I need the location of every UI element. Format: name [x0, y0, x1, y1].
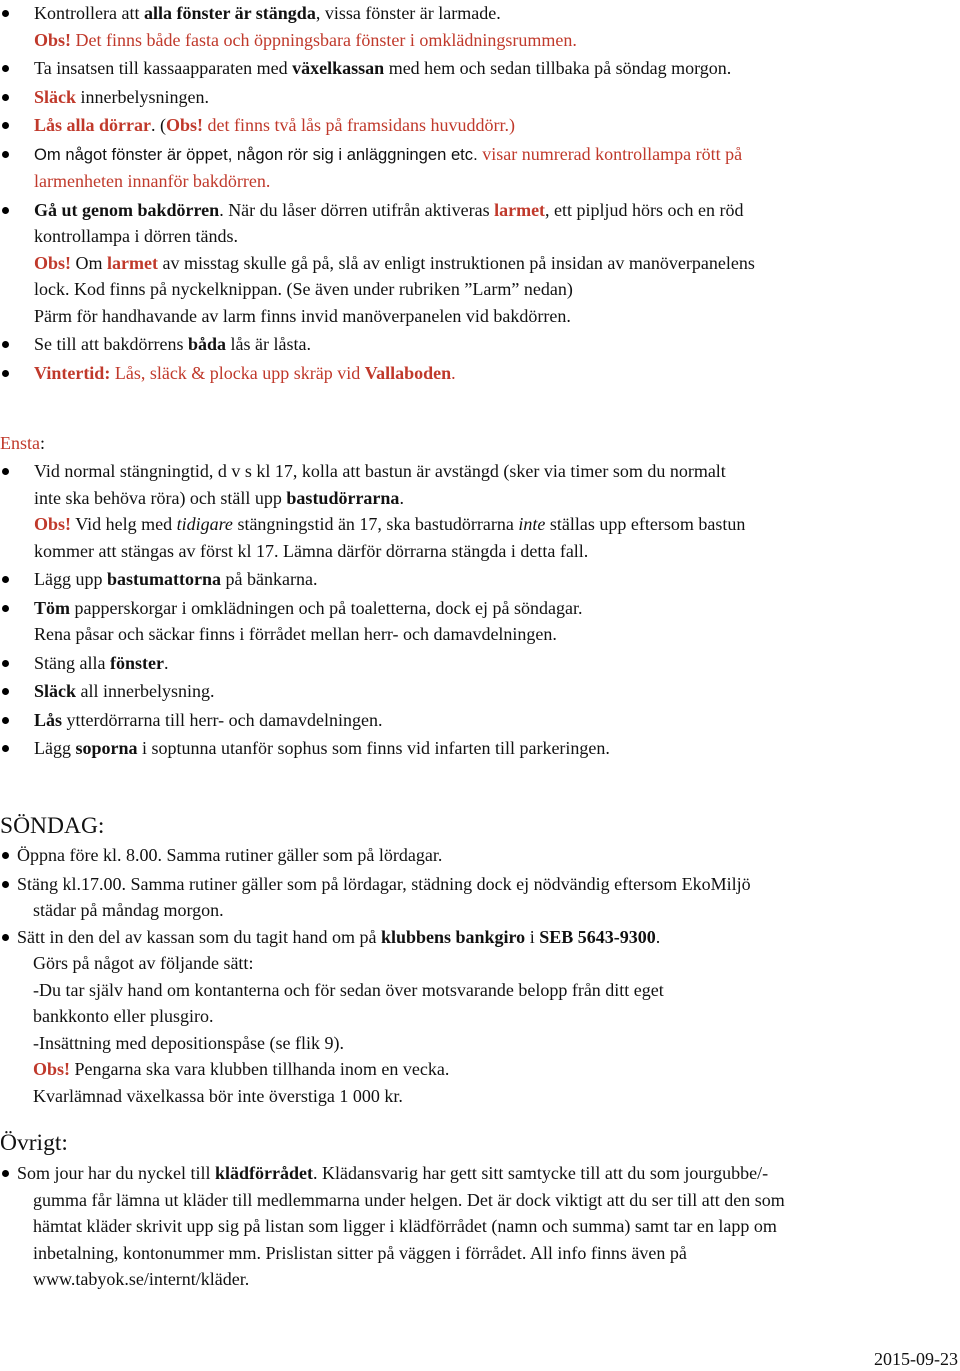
list-item-continuation: Görs på något av följande sätt: [33, 953, 254, 973]
list-item-continuation: lock. Kod finns på nyckelknippan. (Se även under rubriken ”Larm” nedan) [34, 279, 573, 299]
text-bold: klädförrådet [214, 1163, 313, 1183]
section-heading: SÖNDAG: [0, 813, 105, 839]
text-sans: Om något fönster är öppet, någon rör sig i anläggningen etc. [34, 144, 478, 164]
text-bold-red: larmet [107, 252, 158, 273]
list-item-continuation [0, 511, 950, 538]
text: Sätt in den del av kassan som du tagit hand om på [17, 926, 381, 947]
section-heading [0, 430, 950, 456]
bullet-icon [2, 576, 9, 583]
text-bold: Töm [34, 597, 70, 618]
text: . När du låser dörren utifrån aktiveras [219, 199, 495, 220]
list-item [0, 735, 950, 762]
text: Se till att bakdörrens [34, 334, 188, 354]
list-item [0, 112, 940, 139]
list-item [0, 141, 940, 195]
text: ytterdörrarna till herr- och damavdelningen. [62, 709, 383, 730]
text: . [163, 652, 169, 673]
text: Ta insatsen till kassaapparaten med [34, 58, 293, 78]
text-bold: Vintertid: [34, 362, 111, 383]
list-item-continuation [0, 250, 940, 277]
list-item [0, 0, 940, 27]
text-bold: Släck [34, 86, 77, 107]
bullet-icon [2, 370, 9, 377]
text: Om [71, 252, 108, 273]
text: . [655, 926, 661, 947]
heading-ensta: Ensta [0, 433, 40, 453]
text: stängningstid än 17, ska bastudörrarna [232, 514, 519, 534]
text: Lägg [34, 738, 76, 758]
url-link[interactable]: www.tabyok.se/internt/kläder. [33, 1269, 250, 1289]
text: Stäng alla [34, 652, 110, 673]
text-italic: inte [518, 514, 546, 534]
bullet-icon [2, 745, 9, 752]
text-bold: bastumattorna [106, 569, 221, 589]
text: Som jour har du nyckel till [17, 1163, 215, 1183]
text: innerbelysningen. [76, 86, 209, 107]
bullet-icon [2, 10, 9, 17]
text-red: Det finns både fasta och öppningsbara fönster i omklädningsrummen. [71, 29, 577, 50]
bullet-icon [2, 934, 9, 941]
list-item [0, 360, 940, 387]
text: Lägg upp [34, 569, 107, 589]
text: ställas upp eftersom bastun [545, 514, 746, 534]
text-bold: alla fönster är stängda [143, 3, 316, 23]
ovrigt-section [0, 1128, 958, 1293]
text-bold: klubbens bankgiro [380, 926, 526, 947]
text: . [399, 487, 404, 508]
text: inte ska behöva röra) och ställ upp [34, 487, 287, 508]
list-item [0, 595, 950, 622]
text: Kontrollera att [34, 3, 144, 23]
text-bold: Släck [34, 681, 77, 701]
text-bold: SEB 5643-9300 [539, 926, 656, 947]
bullet-icon [2, 717, 9, 724]
list-item [0, 566, 950, 593]
text-bold-red: larmet [494, 199, 546, 220]
text: papperskorgar i omklädningen och på toaletterna, dock ej på söndagar. [70, 597, 583, 618]
text-italic: tidigare [176, 514, 233, 534]
text: Vid normal stängningtid, d v s kl 17, kolla att bastun är avstängd (sker via timer som du normalt [34, 461, 726, 481]
list-item-continuation: Kvarlämnad växelkassa bör inte överstiga 1 000 kr. [33, 1085, 403, 1106]
ensta-section [0, 430, 950, 762]
list-item-continuation [0, 27, 940, 54]
text-red: Lås, släck & plocka upp skräp vid [110, 362, 365, 383]
text-red: larmenheten innanför bakdörren. [34, 171, 271, 191]
sondag-section [0, 811, 955, 1109]
bullet-icon [2, 94, 9, 101]
text-bold: båda [187, 334, 226, 354]
heading-colon: : [40, 433, 46, 453]
text: Öppna före kl. 8.00. Samma rutiner gäller som på lördagar. [17, 845, 443, 865]
text-bold: soporna [75, 738, 138, 758]
text-red: . [451, 362, 456, 383]
bullet-icon [2, 122, 9, 129]
list-item [0, 1160, 958, 1187]
list-item [0, 871, 955, 898]
text: i soptunna utanför sophus som finns vid infarten till parkeringen. [137, 738, 610, 758]
list-item [0, 458, 950, 511]
list-item [0, 84, 940, 111]
bullet-icon [2, 605, 9, 612]
list-item [0, 707, 950, 734]
text-bold: fönster [109, 652, 164, 673]
text-bold: Lås [34, 709, 63, 730]
list-item-continuation: Rena påsar och säckar finns i förrådet mellan herr- och damavdelningen. [34, 624, 557, 644]
obs-label: Obs! [34, 29, 72, 50]
text: med hem och sedan tillbaka på söndag morgon. [384, 58, 732, 78]
text: , vissa fönster är larmade. [315, 3, 501, 23]
text-bold: växelkassan [292, 58, 385, 78]
list-item [0, 650, 950, 677]
bullet-icon [2, 207, 9, 214]
text-bold: Lås alla dörrar [34, 115, 151, 135]
text: . ( [151, 115, 166, 135]
list-item [0, 924, 955, 951]
list-item-continuation: bankkonto eller plusgiro. [33, 1006, 214, 1026]
bullet-icon [2, 660, 9, 667]
list-item-continuation: Pärm för handhavande av larm finns invid manöverpanelen vid bakdörren. [34, 305, 571, 326]
text: , ett pipljud hörs och en röd [545, 199, 744, 220]
bullet-icon [2, 688, 9, 695]
list-item-continuation: -Insättning med depositionspåse (se flik 9). [33, 1032, 344, 1053]
text-bold: Gå ut genom bakdörren [34, 199, 220, 220]
bullet-icon [2, 65, 9, 72]
obs-label: Obs! [34, 252, 72, 273]
bullet-icon [2, 1170, 9, 1177]
bullet-icon [2, 151, 9, 158]
list-item [0, 197, 940, 250]
bullet-icon [2, 341, 9, 348]
bullet-icon [2, 881, 9, 888]
text: kontrollampa i dörren tänds. [34, 226, 238, 246]
text: Pengarna ska vara klubben tillhanda inom en vecka. [70, 1059, 450, 1079]
text-red: visar numrerad kontrollampa rött på [477, 143, 743, 164]
list-item [0, 55, 940, 82]
obs-label: Obs! [33, 1059, 71, 1079]
text: i [525, 926, 540, 947]
text: på bänkarna. [221, 569, 318, 589]
text-bold-red: Vallaboden [364, 362, 452, 383]
text-red: det finns två lås på framsidans huvuddörr.) [203, 115, 515, 135]
list-item-continuation: städar på måndag morgon. [33, 900, 224, 920]
text: all innerbelysning. [76, 681, 215, 701]
text: Vid helg med [71, 514, 177, 534]
text: . Klädansvarig har gett sitt samtycke till att du som jourgubbe/- [312, 1163, 769, 1183]
obs-label: Obs! [34, 514, 72, 534]
list-item-continuation: hämtat kläder skrivit upp sig på listan som ligger i klädförrådet (namn och summa) samt tar en lapp om [33, 1216, 777, 1236]
text: Stäng kl.17.00. Samma rutiner gäller som på lördagar, städning dock ej nödvändig eftersom EkoMiljö [17, 873, 751, 894]
list-item-continuation: -Du tar själv hand om kontanterna och för sedan över motsvarande belopp från ditt eget [33, 979, 664, 1000]
text: av misstag skulle gå på, slå av enligt instruktionen på insidan av manöverpanelens [157, 252, 755, 273]
list-item-continuation [0, 1056, 955, 1083]
text-bold: bastudörrarna [286, 487, 400, 508]
bullet-icon [2, 852, 9, 859]
list-item-continuation: kommer att stängas av först kl 17. Lämna därför dörrarna stängda i detta fall. [34, 540, 589, 561]
list-item [0, 331, 940, 358]
list-item [0, 678, 950, 705]
list-item [0, 842, 955, 869]
obs-label: Obs! [166, 115, 204, 135]
bullet-icon [2, 468, 9, 475]
list-item-continuation: gumma får lämna ut kläder till medlemmarna under helgen. Det är dock viktigt att du ser till att den som [33, 1189, 785, 1210]
list-item-continuation: inbetalning, kontonummer mm. Prislistan sitter på väggen i förrådet. All info finns även på [33, 1242, 687, 1263]
footer-date: 2015-09-23 [874, 1349, 958, 1369]
text: lås är låsta. [226, 334, 311, 354]
closing-list [0, 0, 940, 386]
section-heading: Övrigt: [0, 1130, 68, 1156]
